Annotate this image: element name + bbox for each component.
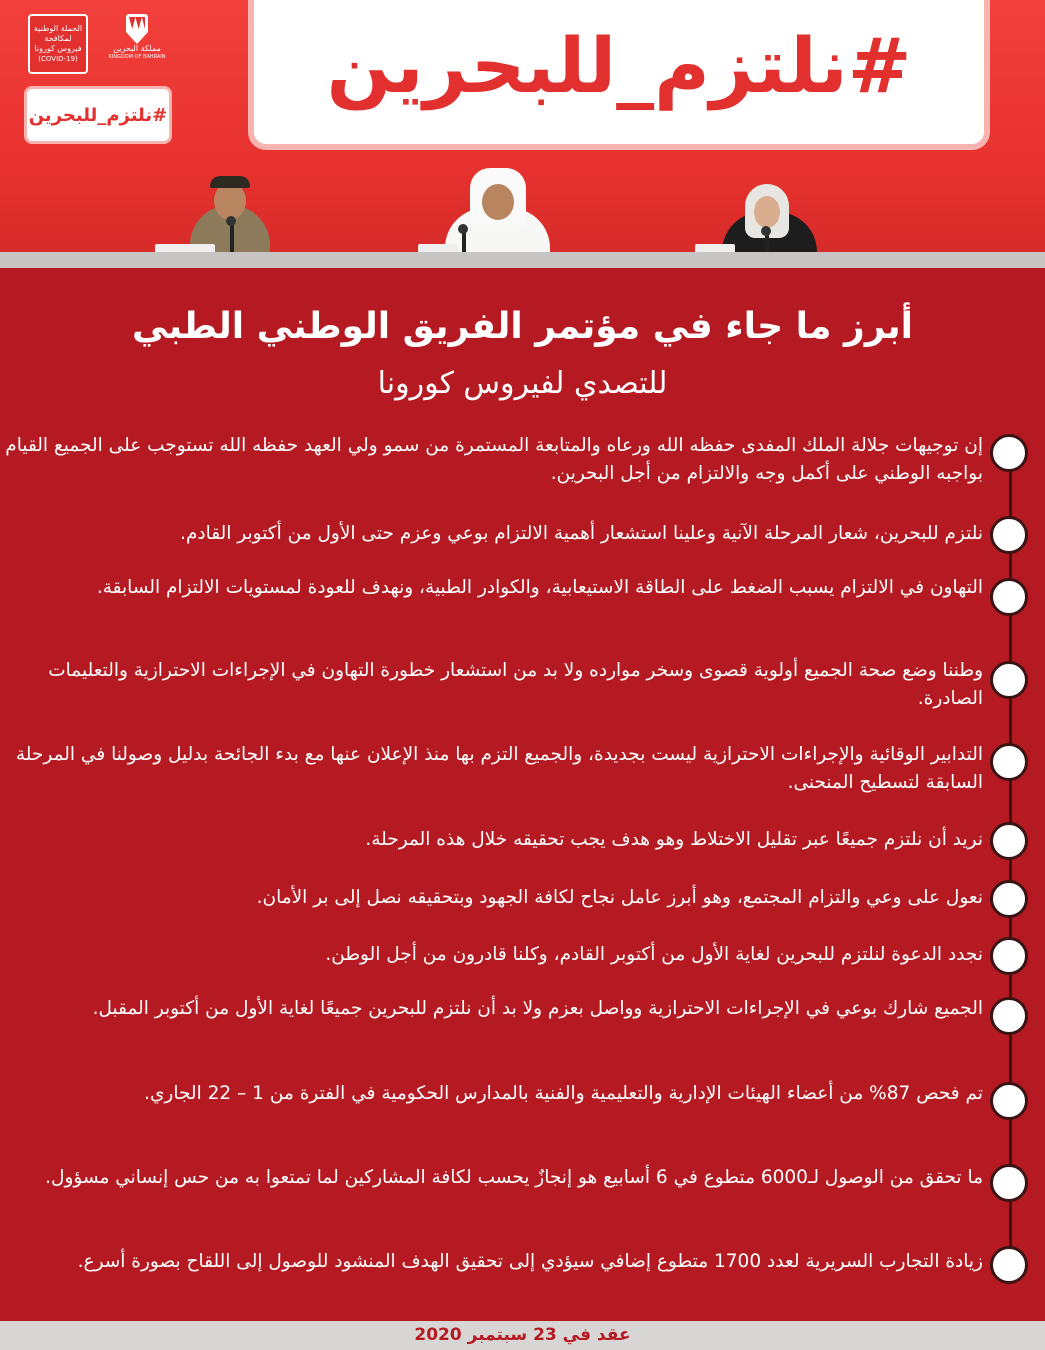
list-item-text: التدابير الوقائية والإجراءات الاحترازية ليست بجديدة، والجميع التزم بها منذ الإعلان عنها مع بدء الجائحة بدليل وصولنا في المرحلة السابقة لتسطيح المنحنى. [15, 744, 983, 793]
covid-logo-tag: (COVID-19) [38, 55, 78, 63]
covid-logo-line1: الحملة الوطنية [33, 24, 83, 33]
kingdom-english: KINGDOM OF BAHRAIN [108, 54, 166, 60]
list-item-text: الجميع شارك بوعي في الإجراءات الاحترازية وواصل بعزم ولا بد أن نلتزم للبحرين جميعًا لغاية الأول من أكتوبر المقبل. [92, 998, 983, 1019]
campaign-hashtag: #نلتزم_للبحرين [326, 20, 912, 110]
covid-logo-line3: فيروس كورونا [34, 44, 82, 53]
bullet-circle-icon [990, 997, 1028, 1035]
list-item-text: نجدد الدعوة لنلتزم للبحرين لغاية الأول من أكتوبر القادم، وكلنا قادرون من أجل الوطن. [325, 944, 983, 965]
bullet-circle-icon [990, 1164, 1028, 1202]
bullet-circle-icon [990, 516, 1028, 554]
list-item-text: إن توجيهات جلالة الملك المفدى حفظه الله ورعاه والمتابعة المستمرة من سمو ولي العهد حفظه الله تستوجب على الجميع القيام بواجبه الوطني على أكمل وجه والالتزام من أجل البحرين. [5, 435, 983, 484]
microphone-head-icon [458, 224, 468, 234]
list-item-text: نعول على وعي والتزام المجتمع، وهو أبرز عامل نجاح لكافة الجهود وبتحقيقه نصل إلى بر الأمان. [256, 887, 983, 908]
kingdom-arabic: مملكة البحرين [113, 44, 161, 53]
hero-photo [0, 0, 1045, 268]
hashtag-logo [24, 86, 172, 144]
campaign-banner [248, 0, 990, 150]
microphone-head-icon [761, 226, 771, 236]
bahrain-emblem-icon [126, 14, 148, 44]
bullet-circle-icon [990, 434, 1028, 472]
bullet-circle-icon [990, 661, 1028, 699]
hashtag-logo-text: #نلتزم_للبحرين [28, 104, 168, 126]
footer-bar [0, 1321, 1045, 1350]
covid-campaign-logo [28, 14, 88, 74]
page-title: أبرز ما جاء في مؤتمر الفريق الوطني الطبي [132, 306, 913, 347]
bullet-circle-icon [990, 937, 1028, 975]
list-item-text: وطننا وضع صحة الجميع أولوية قصوى وسخر موارده ولا بد من استشعار خطورة التهاون في الإجراءات الاحترازية والتعليمات الصادرة. [48, 660, 983, 709]
list-item-text: تم فحص 87% من أعضاء الهيئات الإدارية والتعليمية والفنية بالمدارس الحكومية في الفترة من 1 – 22 الجاري. [144, 1083, 983, 1104]
conference-date: عقد في 23 سبتمبر 2020 [414, 1325, 631, 1345]
list-item-text: التهاون في الالتزام يسبب الضغط على الطاقة الاستيعابية، والكوادر الطبية، ونهدف للعودة لمستويات الالتزام السابقة. [96, 577, 983, 598]
bullet-circle-icon [990, 578, 1028, 616]
list-item-text: ما تحقق من الوصول لـ6000 متطوع في 6 أسابيع هو إنجازٌ يحسب لكافة المشاركين لما تمتعوا به من حس إنساني مسؤول. [45, 1167, 983, 1188]
list-item-text: نلتزم للبحرين، شعار المرحلة الآنية وعلينا استشعار أهمية الالتزام بوعي وعزم حتى الأول من أكتوبر القادم. [180, 523, 983, 544]
kingdom-of-bahrain-logo [98, 14, 176, 70]
bullet-circle-icon [990, 743, 1028, 781]
list-item-text: زيادة التجارب السريرية لعدد 1700 متطوع إضافي سيؤدي إلى تحقيق الهدف المنشود للوصول إلى اللقاح بصورة أسرع. [77, 1251, 983, 1272]
covid-logo-line2: لمكافحة [44, 34, 72, 43]
bullet-circle-icon [990, 822, 1028, 860]
microphone-head-icon [226, 216, 236, 226]
bullet-circle-icon [990, 880, 1028, 918]
page-subtitle: للتصدي لفيروس كورونا [377, 366, 668, 401]
bullet-circle-icon [990, 1246, 1028, 1284]
bullet-circle-icon [990, 1082, 1028, 1120]
list-item-text: نريد أن نلتزم جميعًا عبر تقليل الاختلاط وهو هدف يجب تحقيقه خلال هذه المرحلة. [365, 829, 983, 850]
conference-table [0, 252, 1045, 268]
